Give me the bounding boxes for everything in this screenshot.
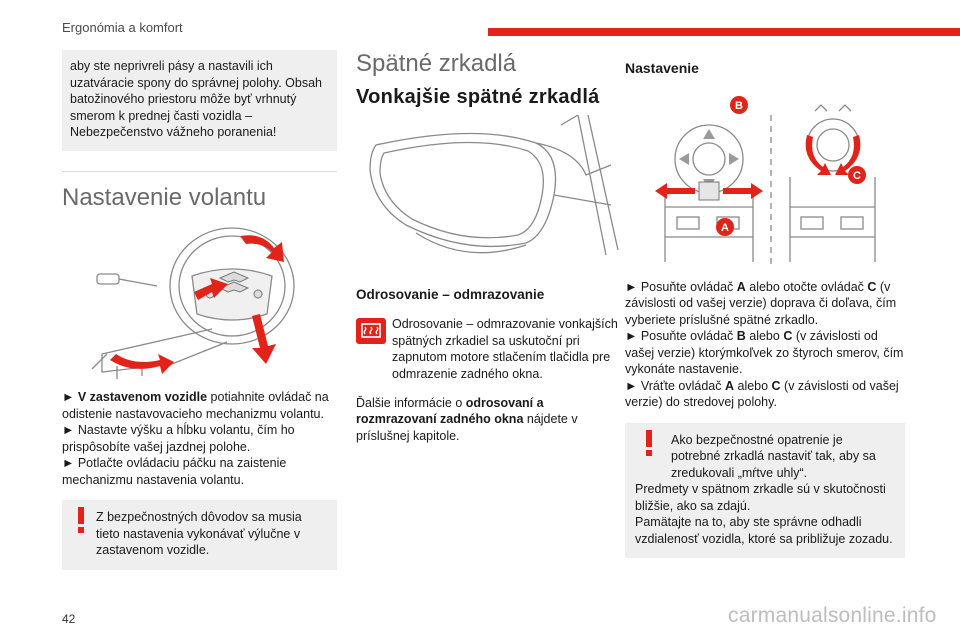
steering-warning-text: Z bezpečnostných dôvodov sa musia tieto nastavenia vykonávať výlučne v zastavenom vozidle. bbox=[96, 510, 302, 557]
defrost-text: Odrosovanie – odmrazovanie vonkajších spätných zrkadiel sa uskutoční pri zapnutom motore stlačením tlačidla pre odmrazenie zadného okna. bbox=[392, 317, 618, 381]
mirror-warning-line-2: Predmety v spätnom zrkadle sú v skutočnosti bližšie, ako sa zdajú. bbox=[635, 482, 886, 513]
warning-exclamation-icon bbox=[75, 507, 87, 533]
defrost-heading: Odrosovanie – odmrazovanie bbox=[356, 287, 545, 302]
top-warning-box bbox=[62, 50, 337, 151]
mirror-warning-box bbox=[625, 423, 905, 559]
header-accent-bar bbox=[488, 28, 960, 36]
steering-heading: Nastavenie volantu bbox=[62, 183, 267, 211]
mirror-warning-line-1: Ako bezpečnostné opatrenie je potrebné zrkadlá nastaviť tak, aby sa zredukovali „mŕtve uhly“. bbox=[671, 432, 876, 480]
steering-wheel-illustration bbox=[62, 214, 337, 379]
defrost-block bbox=[356, 316, 621, 382]
section-title: Ergonómia a komfort bbox=[62, 20, 183, 35]
mirrors-heading: Spätné zrkadlá bbox=[356, 50, 517, 77]
steering-warning-box bbox=[62, 500, 337, 570]
label-c: C bbox=[853, 169, 861, 182]
steering-step-3: ► Potlačte ovládaciu páčku na zaistenie mechanizmu nastavenia volantu. bbox=[62, 456, 287, 487]
watermark: carmanualsonline.info bbox=[728, 604, 937, 627]
label-a: A bbox=[721, 221, 729, 234]
adjustment-step-1: ► Posuňte ovládač A alebo otočte ovládač C (v závislosti od vašej verzie) doprava či doľava, čím vyberiete príslušné spätné zrkadlo. bbox=[625, 279, 897, 327]
page-number: 42 bbox=[62, 612, 76, 626]
right-column bbox=[625, 50, 905, 558]
page-header bbox=[0, 0, 960, 40]
top-box-text: aby ste neprivreli pásy a nastavili ich uzatváracie spony do správnej polohy. Obsah batožinového priestoru môže byť vrhnutý smerom k prednej časti vozidla – Nebezpečenstvo vážneho poranenia! bbox=[70, 59, 323, 139]
warning-exclamation-icon bbox=[643, 430, 655, 456]
steering-step-2: ► Nastavte výšku a hĺbku volantu, čím ho prispôsobíte vašej jazdnej polohe. bbox=[62, 423, 295, 454]
adjustment-heading: Nastavenie bbox=[625, 60, 699, 76]
rear-defrost-icon bbox=[356, 318, 386, 344]
divider bbox=[62, 171, 337, 172]
label-b: B bbox=[735, 99, 743, 112]
left-column bbox=[62, 50, 337, 570]
defrost-more-info: Ďalšie informácie o odrosovaní a rozmrazovaní zadného okna nájdete v príslušnej kapitole. bbox=[356, 395, 578, 443]
middle-column bbox=[356, 50, 621, 444]
adjustment-step-3: ► Vráťte ovládač A alebo C (v závislosti od vašej verzie) do stredovej polohy. bbox=[625, 378, 899, 409]
exterior-mirrors-subheading: Vonkajšie spätné zrkadlá bbox=[356, 85, 600, 108]
exterior-mirror-illustration bbox=[356, 115, 621, 275]
mirror-controls-illustration bbox=[625, 87, 905, 267]
adjustment-step-2: ► Posuňte ovládač B alebo C (v závislosti od vašej verzie) ktorýmkoľvek zo štyroch smerov, čím vykonáte nastavenie. bbox=[625, 329, 904, 376]
adjustment-steps bbox=[625, 279, 905, 411]
mirror-warning-line-3: Pamätajte na to, aby ste správne odhadli vzdialenosť vozidla, ktoré sa približuje zozadu. bbox=[635, 515, 893, 546]
steering-step-1: ► V zastavenom vozidle potiahnite ovládač na odistenie nastavovacieho mechanizmu volantu. bbox=[62, 390, 329, 421]
steering-steps bbox=[62, 389, 337, 488]
